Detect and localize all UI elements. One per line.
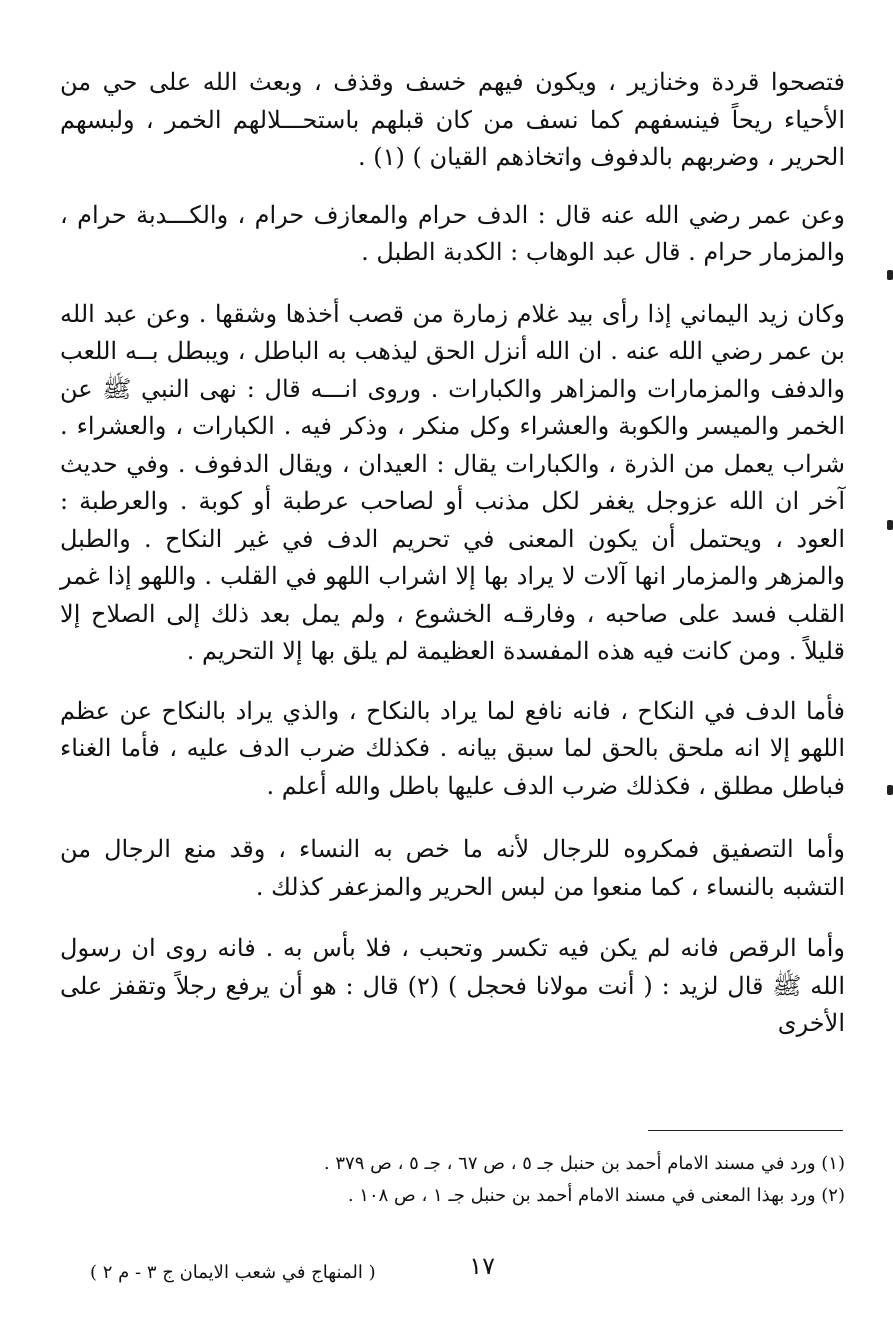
main-text [60,64,845,1043]
paragraph-4: فأما الدف في النكاح ، فانه نافع لما يراد بالنكاح ، والذي يراد بالنكاح عن عظم اللهو إلا انه ملحق بالحق لما سبق بيانه . فكذلك ضرب الدف عليه ، فأما الغناء فباطل مطلق ، فكذلك ضرب الدف عليها باطل والله أعلم . [60,696,845,800]
paragraph-6: وأما الرقص فانه لم يكن فيه تكسر وتحبب ، فلا بأس به . فانه روى ان رسول الله ﷺ قال لزيد : ( أنت مولانا فحجل ) (٢) قال : هو أن يرفع رجلاً وتقفز على الأخرى [60,934,845,1037]
book-signature: ( المنهاج في شعب الايمان ج ٣ - م ٢ ) [90,1262,376,1283]
footnotes [120,1148,845,1212]
paragraph-2: وعن عمر رضي الله عنه قال : الدف حرام والمعازف حرام ، والكـــدبة حرام ، والمزمار حرام . قال عبد الوهاب : الكدبة الطبل . [60,200,845,266]
paragraph-3: وكان زيد اليماني إذا رأى بيد غلام زمارة من قصب أخذها وشقها . وعن عبد الله بن عمر رضي الله عنه . ان الله أنزل الحق ليذهب به الباطل ، ويبطل بــه اللعب والدفف والمزمارات والمزاهر والكبارات . وروى انـــه قال : نهى النبي ﷺ عن الخمر والميسر والكوبة والعشراء وكل منكر ، وذكر فيه . الكبارات ، والعشراء . شراب يعمل من الذرة ، والكبارات يقال : العيدان ، ويقال الدفوف . وفي حديث آخر ان الله عزوجل يغفر لكل مذنب أو لصاحب عرطبة أو كوبة . والعرطبة : العود ، ويحتمل أن يكون المعنى في تحريم الدف في غير النكاح . والطبل والمزهر والمزمار انها آلات لا يراد بها إلا اشراب اللهو في القلب . واللهو إذا غمر القلب فسد على صاحبه ، وفارقـه الخشوع ، ولم يمل بعد ذلك إلى الصلاح إلا قليلاً . ومن كانت فيه هذه المفسدة العظيمة لم يلق بها إلا التحريم . [60,299,845,665]
paragraph-1: فتصحوا قردة وخنازير ، ويكون فيهم خسف وقذف ، وبعث الله على حي من الأحياء ريحاً فينسفهم كما نسف من كان قبلهم باستحـــلالهم الخمر ، ولبسهم الحرير ، وضربهم بالدفوف واتخاذهم القيان ) (١) . [60,68,845,171]
margin-mark [887,270,893,280]
footnote-divider [648,1130,843,1131]
margin-mark [887,520,893,530]
footnote-2: (٢) ورد بهذا المعنى في مسند الامام أحمد بن حنبل جـ ١ ، ص ١٠٨ . [347,1185,845,1206]
footnote-1: (١) ورد في مسند الامام أحمد بن حنبل جـ ٥ ، ص ٦٧ ، جـ ٥ ، ص ٣٧٩ . [323,1153,845,1174]
page-footer [90,1252,845,1282]
paragraph-5: وأما التصفيق فمكروه للرجال لأنه ما خص به النساء ، وقد منع الرجال من التشبه بالنساء ، كما منعوا من لبس الحرير والمزعفر كذلك . [60,835,845,901]
margin-mark [887,785,893,795]
page-number: ١٧ [469,1252,495,1280]
